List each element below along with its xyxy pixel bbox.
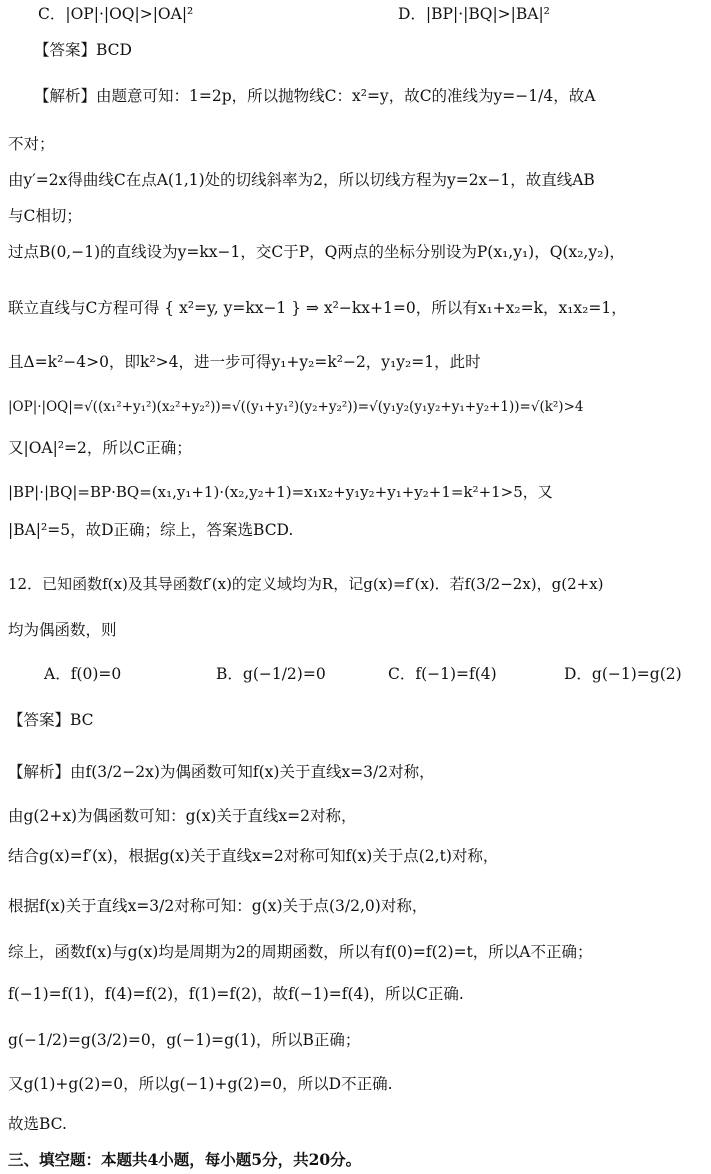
q11-answer: 【答案】BCD <box>34 41 132 59</box>
q11-analysis-line: 且Δ=k²−4>0，即k²>4，进一步可得y₁+y₂=k²−2，y₁y₂=1，此时 <box>8 353 481 371</box>
q11-analysis-line: 过点B(0,−1)的直线设为y=kx−1，交C于P，Q两点的坐标分别设为P(x₁,y₁)，Q(x₂,y₂)， <box>8 243 625 261</box>
q12-analysis-line: 由g(2+x)为偶函数可知：g(x)关于直线x=2对称， <box>8 807 357 825</box>
q11-analysis-line: 【解析】由题意可知：1=2p，所以抛物线C：x²=y，故C的准线为y=−1/4，故A <box>34 87 596 105</box>
q11-analysis-line: 由y′=2x得曲线C在点A(1,1)处的切线斜率为2，所以切线方程为y=2x−1，故直线AB <box>8 171 595 189</box>
q11-analysis-line: 与C相切； <box>8 207 82 225</box>
q11-analysis-line: 又|OA|²=2，所以C正确； <box>8 439 192 457</box>
q12-analysis-line: 综上，函数f(x)与g(x)均是周期为2的周期函数，所以有f(0)=f(2)=t，所以A不正确； <box>8 943 593 961</box>
q11-analysis-line: 联立直线与C方程可得 { x²=y, y=kx−1 } ⇒ x²−kx+1=0，所以有x₁+x₂=k，x₁x₂=1， <box>8 299 627 317</box>
section-heading: 三、填空题：本题共4小题，每小题5分，共20分。 <box>8 1150 362 1169</box>
q12-option-c: C．f(−1)=f(4) <box>388 665 497 683</box>
q11-analysis-line: |BA|²=5，故D正确；综上，答案选BCD. <box>8 521 294 539</box>
q12-analysis-line: 根据f(x)关于直线x=3/2对称可知：g(x)关于点(3/2,0)对称， <box>8 897 428 915</box>
q11-analysis-line: |OP|·|OQ|=√((x₁²+y₁²)(x₂²+y₂²))=√((y₁+y₁²)(y₂+y₂²))=√(y₁y₂(y₁y₂+y₁+y₂+1))=√(k²)>4 <box>8 399 584 415</box>
q11-analysis-line: 不对； <box>8 135 55 153</box>
q12-option-d: D．g(−1)=g(2) <box>564 665 682 683</box>
q12-analysis-line: 【解析】由f(3/2−2x)为偶函数可知f(x)关于直线x=3/2对称， <box>8 763 435 781</box>
q12-analysis-line: f(−1)=f(1)，f(4)=f(2)，f(1)=f(2)，故f(−1)=f(4)，所以C正确. <box>8 985 464 1003</box>
q12-analysis-line: 又g(1)+g(2)=0，所以g(−1)+g(2)=0，所以D不正确. <box>8 1075 393 1093</box>
q11-analysis-line: |BP|·|BQ|=BP·BQ=(x₁,y₁+1)·(x₂,y₂+1)=x₁x₂+y₁y₂+y₁+y₂+1=k²+1>5，又 <box>8 483 553 501</box>
q12-analysis-line: 故选BC. <box>8 1115 67 1133</box>
q12-analysis-line: 结合g(x)=f′(x)，根据g(x)关于直线x=2对称可知f(x)关于点(2,t)对称， <box>8 847 499 865</box>
q12-option-b: B．g(−1/2)=0 <box>216 665 326 683</box>
q12-stem: 均为偶函数，则 <box>8 621 117 639</box>
q12-analysis-line: g(−1/2)=g(3/2)=0，g(−1)=g(1)，所以B正确； <box>8 1031 361 1049</box>
q12-stem: 12．已知函数f(x)及其导函数f′(x)的定义域均为R，记g(x)=f′(x)．若f(3/2−2x)，g(2+x) <box>8 575 604 593</box>
q12-option-a: A．f(0)=0 <box>44 665 122 683</box>
q12-answer: 【答案】BC <box>8 711 94 729</box>
q11-option-c: C．|OP|·|OQ|>|OA|² <box>38 5 194 23</box>
q11-option-d: D．|BP|·|BQ|>|BA|² <box>398 5 550 23</box>
